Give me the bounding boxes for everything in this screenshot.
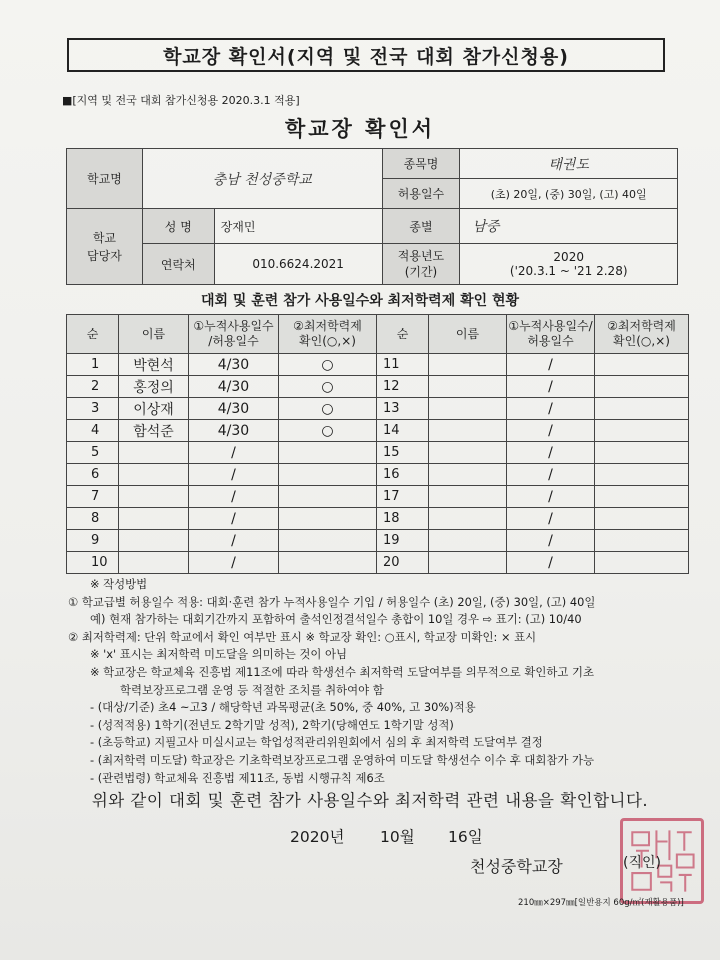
academic-check — [595, 530, 689, 552]
instruction-line: - (최저학력 미도달) 학교장은 기초학력보장프로그램 운영하여 미도달 학생선수 이수 후 대회참가 가능 — [90, 752, 594, 767]
paper-spec-footer: 210㎜×297㎜[일반용지 60g/㎡(재활용품)] — [518, 898, 684, 908]
student-name — [119, 508, 189, 530]
student-name — [429, 442, 507, 464]
roster-table — [66, 314, 689, 574]
confirmation-statement: 위와 같이 대회 및 훈련 참가 사용일수와 최저학력 관련 내용을 확인합니다. — [91, 791, 649, 810]
academic-check — [279, 486, 377, 508]
student-name — [429, 508, 507, 530]
days-used: / — [507, 530, 595, 552]
student-name — [119, 442, 189, 464]
year-cell — [460, 244, 678, 285]
row-number: 12 — [377, 376, 429, 398]
instruction-line: ② 최저학력제: 단위 학교에서 확인 여부만 표시 ※ 학교장 확인: ○표시, 학교장 미확인: × 표시 — [68, 629, 537, 644]
roster-header-cell: ①누적사용일수 /허용일수 — [189, 315, 279, 354]
academic-check: ○ — [279, 398, 377, 420]
student-name: 이상재 — [119, 398, 189, 420]
instruction-line: 학력보장프로그램 운영 등 적절한 조치를 취하여야 함 — [120, 682, 384, 697]
academic-check: ○ — [279, 354, 377, 376]
student-name: 박현석 — [119, 354, 189, 376]
row-number: 4 — [67, 420, 119, 442]
roster-header-cell: 순 — [377, 315, 429, 354]
roster-header-cell: 이름 — [119, 315, 189, 354]
table-row — [67, 508, 689, 530]
row-number: 7 — [67, 486, 119, 508]
roster-header-cell: ①누적사용일수/ 허용일수 — [507, 315, 595, 354]
roster-header-cell: 이름 — [429, 315, 507, 354]
days-used: / — [507, 376, 595, 398]
student-name — [429, 486, 507, 508]
row-number: 8 — [67, 508, 119, 530]
days-used: 4/30 — [189, 398, 279, 420]
event-name: 태권도 — [460, 149, 678, 179]
roster-header-cell: ②최저학력제 확인(○,×) — [595, 315, 689, 354]
gender-value: 남중 — [460, 209, 678, 244]
year-label: 적용년도 (기간) — [382, 244, 460, 285]
academic-check — [595, 420, 689, 442]
manager-label: 학교 담당자 — [67, 209, 143, 285]
contact-number: 010.6624.2021 — [214, 244, 382, 285]
academic-check — [279, 464, 377, 486]
days-used: / — [507, 464, 595, 486]
days-used: / — [507, 354, 595, 376]
school-name: 충남 천성중학교 — [142, 149, 382, 209]
student-name — [119, 552, 189, 574]
row-number: 14 — [377, 420, 429, 442]
row-number: 9 — [67, 530, 119, 552]
academic-check — [279, 442, 377, 464]
contact-label: 연락처 — [142, 244, 214, 285]
table-row — [67, 376, 689, 398]
academic-check — [279, 530, 377, 552]
days-used: / — [507, 552, 595, 574]
row-number: 19 — [377, 530, 429, 552]
days-used: / — [189, 552, 279, 574]
student-name — [429, 354, 507, 376]
table-row — [67, 530, 689, 552]
row-number: 5 — [67, 442, 119, 464]
table-row — [67, 398, 689, 420]
student-name — [119, 530, 189, 552]
row-number: 15 — [377, 442, 429, 464]
school-label: 학교명 — [67, 149, 143, 209]
instruction-line: ① 학교급별 허용일수 적용: 대회·훈련 참가 누적사용일수 기입 / 허용일수 (초) 20일, (중) 30일, (고) 40일 — [68, 594, 596, 609]
student-name — [429, 398, 507, 420]
academic-check — [595, 376, 689, 398]
writing-instructions — [68, 576, 688, 787]
document-header — [67, 38, 665, 72]
gender-label: 종별 — [382, 209, 460, 244]
instruction-line: - (초등학교) 지필고사 미실시교는 학업성적관리위원회에서 심의 후 최저학력 도달여부 결정 — [90, 735, 543, 750]
instruction-line: - (관련법령) 학교체육 진흥법 제11조, 동법 시행규칙 제6조 — [90, 770, 385, 785]
header-title: 학교장 확인서(지역 및 전국 대회 참가신청용) — [163, 45, 569, 68]
table-row — [67, 442, 689, 464]
academic-check — [595, 398, 689, 420]
student-name: 함석준 — [119, 420, 189, 442]
days-used: / — [189, 508, 279, 530]
days-used: / — [189, 442, 279, 464]
instruction-line: ※ 학교장은 학교체육 진흥법 제11조에 따라 학생선수 최저학력 도달여부를 의무적으로 확인하고 기초 — [90, 664, 595, 679]
days-used: / — [507, 508, 595, 530]
instruction-line: - (대상/기준) 초4 ~고3 / 해당학년 과목평균(초 50%, 중 40%, 고 30%)적용 — [90, 700, 476, 715]
student-name — [429, 530, 507, 552]
instruction-line: 예) 현재 참가하는 대회기간까지 포함하여 출석인정결석일수 총합이 10일 경우 ⇨ 표기: (고) 10/40 — [90, 612, 582, 627]
academic-check — [595, 464, 689, 486]
seal-label: (직인) — [623, 855, 661, 871]
row-number: 11 — [377, 354, 429, 376]
date-day: 16일 — [448, 828, 483, 846]
roster-body — [67, 354, 689, 574]
page-title: 학교장 확인서 — [284, 117, 436, 141]
student-name — [429, 552, 507, 574]
row-number: 13 — [377, 398, 429, 420]
days-used: / — [189, 464, 279, 486]
academic-check — [595, 508, 689, 530]
academic-check: ○ — [279, 376, 377, 398]
event-label: 종목명 — [382, 149, 460, 179]
section-title: 대회 및 훈련 참가 사용일수와 최저학력제 확인 현황 — [200, 293, 520, 309]
student-name — [429, 464, 507, 486]
row-number: 10 — [67, 552, 119, 574]
table-row — [67, 464, 689, 486]
days-used: 4/30 — [189, 376, 279, 398]
days-used: / — [189, 530, 279, 552]
days-used: / — [507, 398, 595, 420]
student-name — [429, 420, 507, 442]
days-used: / — [507, 420, 595, 442]
roster-header-cell: ②최저학력제 확인(○,×) — [279, 315, 377, 354]
row-number: 16 — [377, 464, 429, 486]
date-month: 10월 — [380, 828, 415, 846]
instruction-line: - (성적적용) 1학기(전년도 2학기말 성적), 2학기(당해연도 1학기말 성적) — [90, 717, 454, 732]
school-info-table — [66, 148, 678, 285]
manager-name-label: 성 명 — [142, 209, 214, 244]
days-used: 4/30 — [189, 420, 279, 442]
table-row — [67, 552, 689, 574]
days-used: 4/30 — [189, 354, 279, 376]
table-row — [67, 420, 689, 442]
academic-check — [595, 442, 689, 464]
row-number: 20 — [377, 552, 429, 574]
days-used: / — [507, 486, 595, 508]
row-number: 18 — [377, 508, 429, 530]
instruction-line: ※ 작성방법 — [90, 577, 148, 591]
academic-check — [595, 486, 689, 508]
academic-check — [595, 354, 689, 376]
student-name: 홍정의 — [119, 376, 189, 398]
application-note: ■[지역 및 전국 대회 참가신청용 2020.3.1 적용] — [62, 94, 300, 107]
academic-check: ○ — [279, 420, 377, 442]
academic-check — [279, 508, 377, 530]
year-value: 2020 — [553, 250, 584, 264]
student-name — [429, 376, 507, 398]
roster-header-cell: 순 — [67, 315, 119, 354]
year-period: ('20.3.1 ~ '21 2.28) — [509, 264, 628, 278]
manager-name: 장재민 — [214, 209, 382, 244]
row-number: 6 — [67, 464, 119, 486]
instruction-line: ※ 'x' 표시는 최저학력 미도달을 의미하는 것이 아님 — [90, 647, 347, 662]
row-number: 2 — [67, 376, 119, 398]
row-number: 1 — [67, 354, 119, 376]
table-row — [67, 486, 689, 508]
student-name — [119, 464, 189, 486]
row-number: 17 — [377, 486, 429, 508]
days-used: / — [189, 486, 279, 508]
date-year: 2020년 — [290, 828, 345, 846]
academic-check — [595, 552, 689, 574]
academic-check — [279, 552, 377, 574]
student-name — [119, 486, 189, 508]
table-row — [67, 354, 689, 376]
allowed-days-label: 허용일수 — [382, 179, 460, 209]
row-number: 3 — [67, 398, 119, 420]
allowed-days-value: (초) 20일, (중) 30일, (고) 40일 — [460, 179, 678, 209]
principal-name: 천성중학교장 — [470, 857, 563, 876]
days-used: / — [507, 442, 595, 464]
roster-header-row — [67, 315, 689, 354]
